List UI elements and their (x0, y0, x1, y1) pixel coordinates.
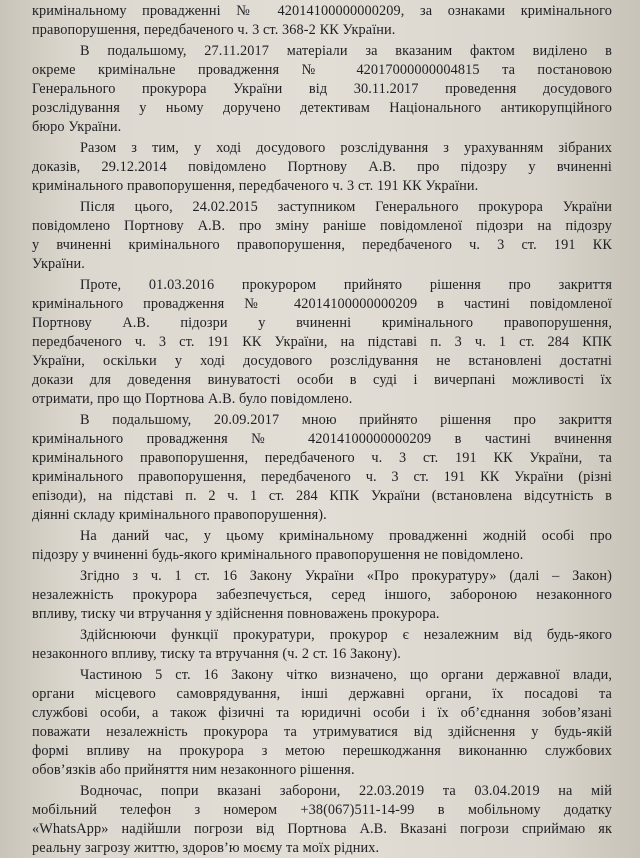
text-line: незалежність прокурора забезпечується, серед іншого, забороною незаконного (32, 587, 612, 603)
text-line: В подальшому, 27.11.2017 матеріали за вказаним фактом виділено в (80, 43, 612, 59)
text-line: Частиною 5 ст. 16 Закону чітко визначено, що органи державної влади, (80, 667, 612, 683)
text-line: незаконного впливу, тиску та втручання (ч. 2 ст. 16 Закону). (32, 646, 401, 662)
text-line: службові особи, а також фізичні та юридичні особи і їх об’єднання зобов’язані (32, 705, 612, 721)
text-line: кримінальному провадженні № 42014100000000209, за ознаками кримінального (32, 3, 612, 19)
paragraph (32, 198, 612, 274)
text-line: розслідування у ньому доручено детективам Національного антикорупційного (32, 100, 612, 116)
text-line: передбаченого ч. 3 ст. 191 КК України, на підставі п. 3 ч. 1 ст. 284 КПК (32, 334, 612, 350)
text-line: підозру у вчиненні будь-якого кримінального правопорушення не повідомлено. (32, 547, 524, 563)
text-line: окреме кримінальне провадження № 42017000000004815 та постановою (32, 62, 612, 78)
paragraph (32, 527, 612, 565)
text-line: органи місцевого самоврядування, інші державні органи, їх посадові та (32, 686, 612, 702)
text-line: отримати, про що Портнова А.В. було повідомлено. (32, 391, 353, 407)
text-line: правопорушення, передбаченого ч. 3 ст. 368-2 КК України. (32, 22, 396, 38)
paragraph (32, 42, 612, 137)
text-line: України. (32, 256, 85, 272)
paragraph (32, 276, 612, 409)
text-line: поважати незалежність прокурора та утримуватися від здійснення у будь-якій (32, 724, 612, 740)
text-line: обов’язків або прийняття ним незаконного рішення. (32, 762, 355, 778)
text-line: Разом з тим, у ході досудового розслідування з урахуванням зібраних (80, 140, 612, 156)
text-line: Портнову А.В. підозри у вчиненні кримінального правопорушення, (32, 315, 612, 331)
text-line: реальну загрозу життю, здоров’ю моєму та моїх рідних. (32, 840, 380, 856)
paragraph (32, 2, 612, 40)
text-line: В подальшому, 20.09.2017 мною прийнято рішення про закриття (80, 412, 612, 428)
text-line: Проте, 01.03.2016 прокурором прийнято рішення про закриття (80, 277, 612, 293)
text-line: діянні складу кримінального правопорушення). (32, 507, 327, 523)
text-line: докази для доведення винуватості особи в суді і вичерпані можливості їх (32, 372, 612, 388)
text-line: «WhatsApp» надійшли погрози від Портнова А.В. Вказані погрози сприймаю як (32, 821, 612, 837)
text-line: Водночас, попри вказані заборони, 22.03.2019 та 03.04.2019 на мій (80, 783, 612, 799)
text-line: кримінального провадження № 42014100000000209 в частині повідомленої (32, 296, 612, 312)
text-line: впливу, тиску чи втручання у здійснення повноважень прокурора. (32, 606, 440, 622)
text-line: Здійснюючи функції прокуратури, прокурор є незалежним від будь-якого (80, 627, 612, 643)
text-line: мобільний телефон з номером +38(067)511-14-99 в мобільному додатку (32, 802, 612, 818)
text-line: бюро України. (32, 119, 122, 135)
text-line: кримінального правопорушення, передбаченого ч. 3 ст. 191 КК України. (32, 178, 479, 194)
paragraph (32, 411, 612, 525)
text-line: формі впливу на прокурора з метою перешкоджання виконанню службових (32, 743, 612, 759)
text-line: доказів, 29.12.2014 повідомлено Портнову А.В. про підозру у вчиненні (32, 159, 612, 175)
text-line: Після цього, 24.02.2015 заступником Генерального прокурора України (80, 199, 612, 215)
text-line: Згідно з ч. 1 ст. 16 Закону України «Про прокуратуру» (далі – Закон) (80, 568, 612, 584)
text-line: кримінального правопорушення, передбаченого ч. 3 ст. 191 КК України (різні (32, 469, 612, 485)
text-line: кримінального провадження № 42014100000000209 в частині вчинення (32, 431, 612, 447)
paragraph (32, 782, 612, 858)
paragraph (32, 626, 612, 664)
paragraph (32, 139, 612, 196)
text-line: епізоди), на підставі п. 2 ч. 1 ст. 284 КПК України (встановлена відсутність в (32, 488, 612, 504)
text-line: На даний час, у цьому кримінальному провадженні жодній особі про (80, 528, 612, 544)
paragraph (32, 666, 612, 780)
text-line: повідомлено Портнову А.В. про зміну раніше повідомленої підозри на підозру (32, 218, 612, 234)
text-line: у вчиненні кримінального правопорушення, передбаченого ч. 3 ст. 191 КК (32, 237, 612, 253)
paragraph (32, 567, 612, 624)
text-line: України, оскільки у ході досудового розслідування не встановлені достатні (32, 353, 612, 369)
text-line: кримінального правопорушення, передбаченого ч. 3 ст. 191 КК України, та (32, 450, 612, 466)
text-line: Генерального прокурора України від 30.11.2017 проведення досудового (32, 81, 612, 97)
